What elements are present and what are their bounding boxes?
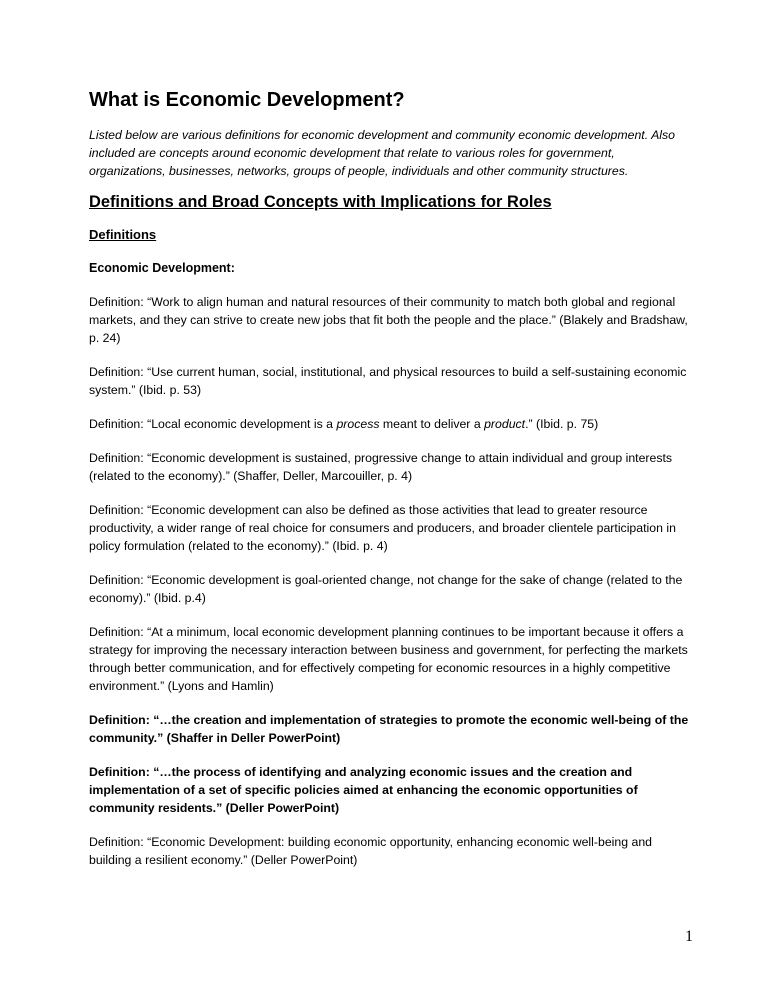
definition-3-prefix: Definition: “Local economic development is a <box>89 417 337 431</box>
definition-3 <box>89 415 689 433</box>
definition-6: Definition: “Economic development is goal-oriented change, not change for the sake of change (related to the economy).” (Ibid. p.4) <box>89 573 683 605</box>
page-number: 1 <box>685 928 693 945</box>
definition-3-suffix: .” (Ibid. p. 75) <box>525 417 599 431</box>
definition-3-emphasis-process: process <box>336 417 380 431</box>
document-page <box>89 88 689 885</box>
definition-9: Definition: “…the process of identifying and analyzing economic issues and the creation and implementation of a set of specific policies aimed at enhancing the economic opportunities of community residents.” (Deller PowerPoint) <box>89 765 638 815</box>
definition-10: Definition: “Economic Development: building economic opportunity, enhancing economic well-being and building a resilient economy.” (Deller PowerPoint) <box>89 835 653 867</box>
definition-8: Definition: “…the creation and implementation of strategies to promote the economic well-being of the community.” (Shaffer in Deller PowerPoint) <box>89 713 689 745</box>
definition-2: Definition: “Use current human, social, institutional, and physical resources to build a self-sustaining economic system.” (Ibid. p. 53) <box>89 365 687 397</box>
page-title: What is Economic Development? <box>89 89 405 111</box>
sub-heading-definitions: Definitions <box>89 227 157 242</box>
definition-4: Definition: “Economic development is sustained, progressive change to attain individual and group interests (related to the economy).” (Shaffer, Deller, Marcouiller, p. 4) <box>89 451 673 483</box>
definition-1: Definition: “Work to align human and natural resources of their community to match both global and regional markets, and they can strive to create new jobs that fit both the people and the place.” (Blakely and Bradshaw, p. 24) <box>89 295 688 345</box>
definition-3-emphasis-product: product <box>484 417 526 431</box>
definition-5: Definition: “Economic development can also be defined as those activities that lead to greater resource productivity, a wider range of real choice for consumers and producers, and broader clientele participation in policy formulation (related to the economy).” (Ibid. p. 4) <box>89 503 676 553</box>
definition-7: Definition: “At a minimum, local economic development planning continues to be important because it offers a strategy for improving the necessary interaction between business and government, for perfecting the markets through better communication, and for effectively competing for economic resources in a highly competitive environment.” (Lyons and Hamlin) <box>89 625 688 693</box>
label-economic-development: Economic Development: <box>89 261 235 275</box>
intro-paragraph: Listed below are various definitions for economic development and community economic development. Also included are concepts around economic development that relate to various roles for government, organizations, businesses, networks, groups of people, individuals and other community structures. <box>89 128 676 178</box>
section-heading: Definitions and Broad Concepts with Implications for Roles <box>89 193 552 211</box>
definition-3-mid: meant to deliver a <box>379 417 485 431</box>
